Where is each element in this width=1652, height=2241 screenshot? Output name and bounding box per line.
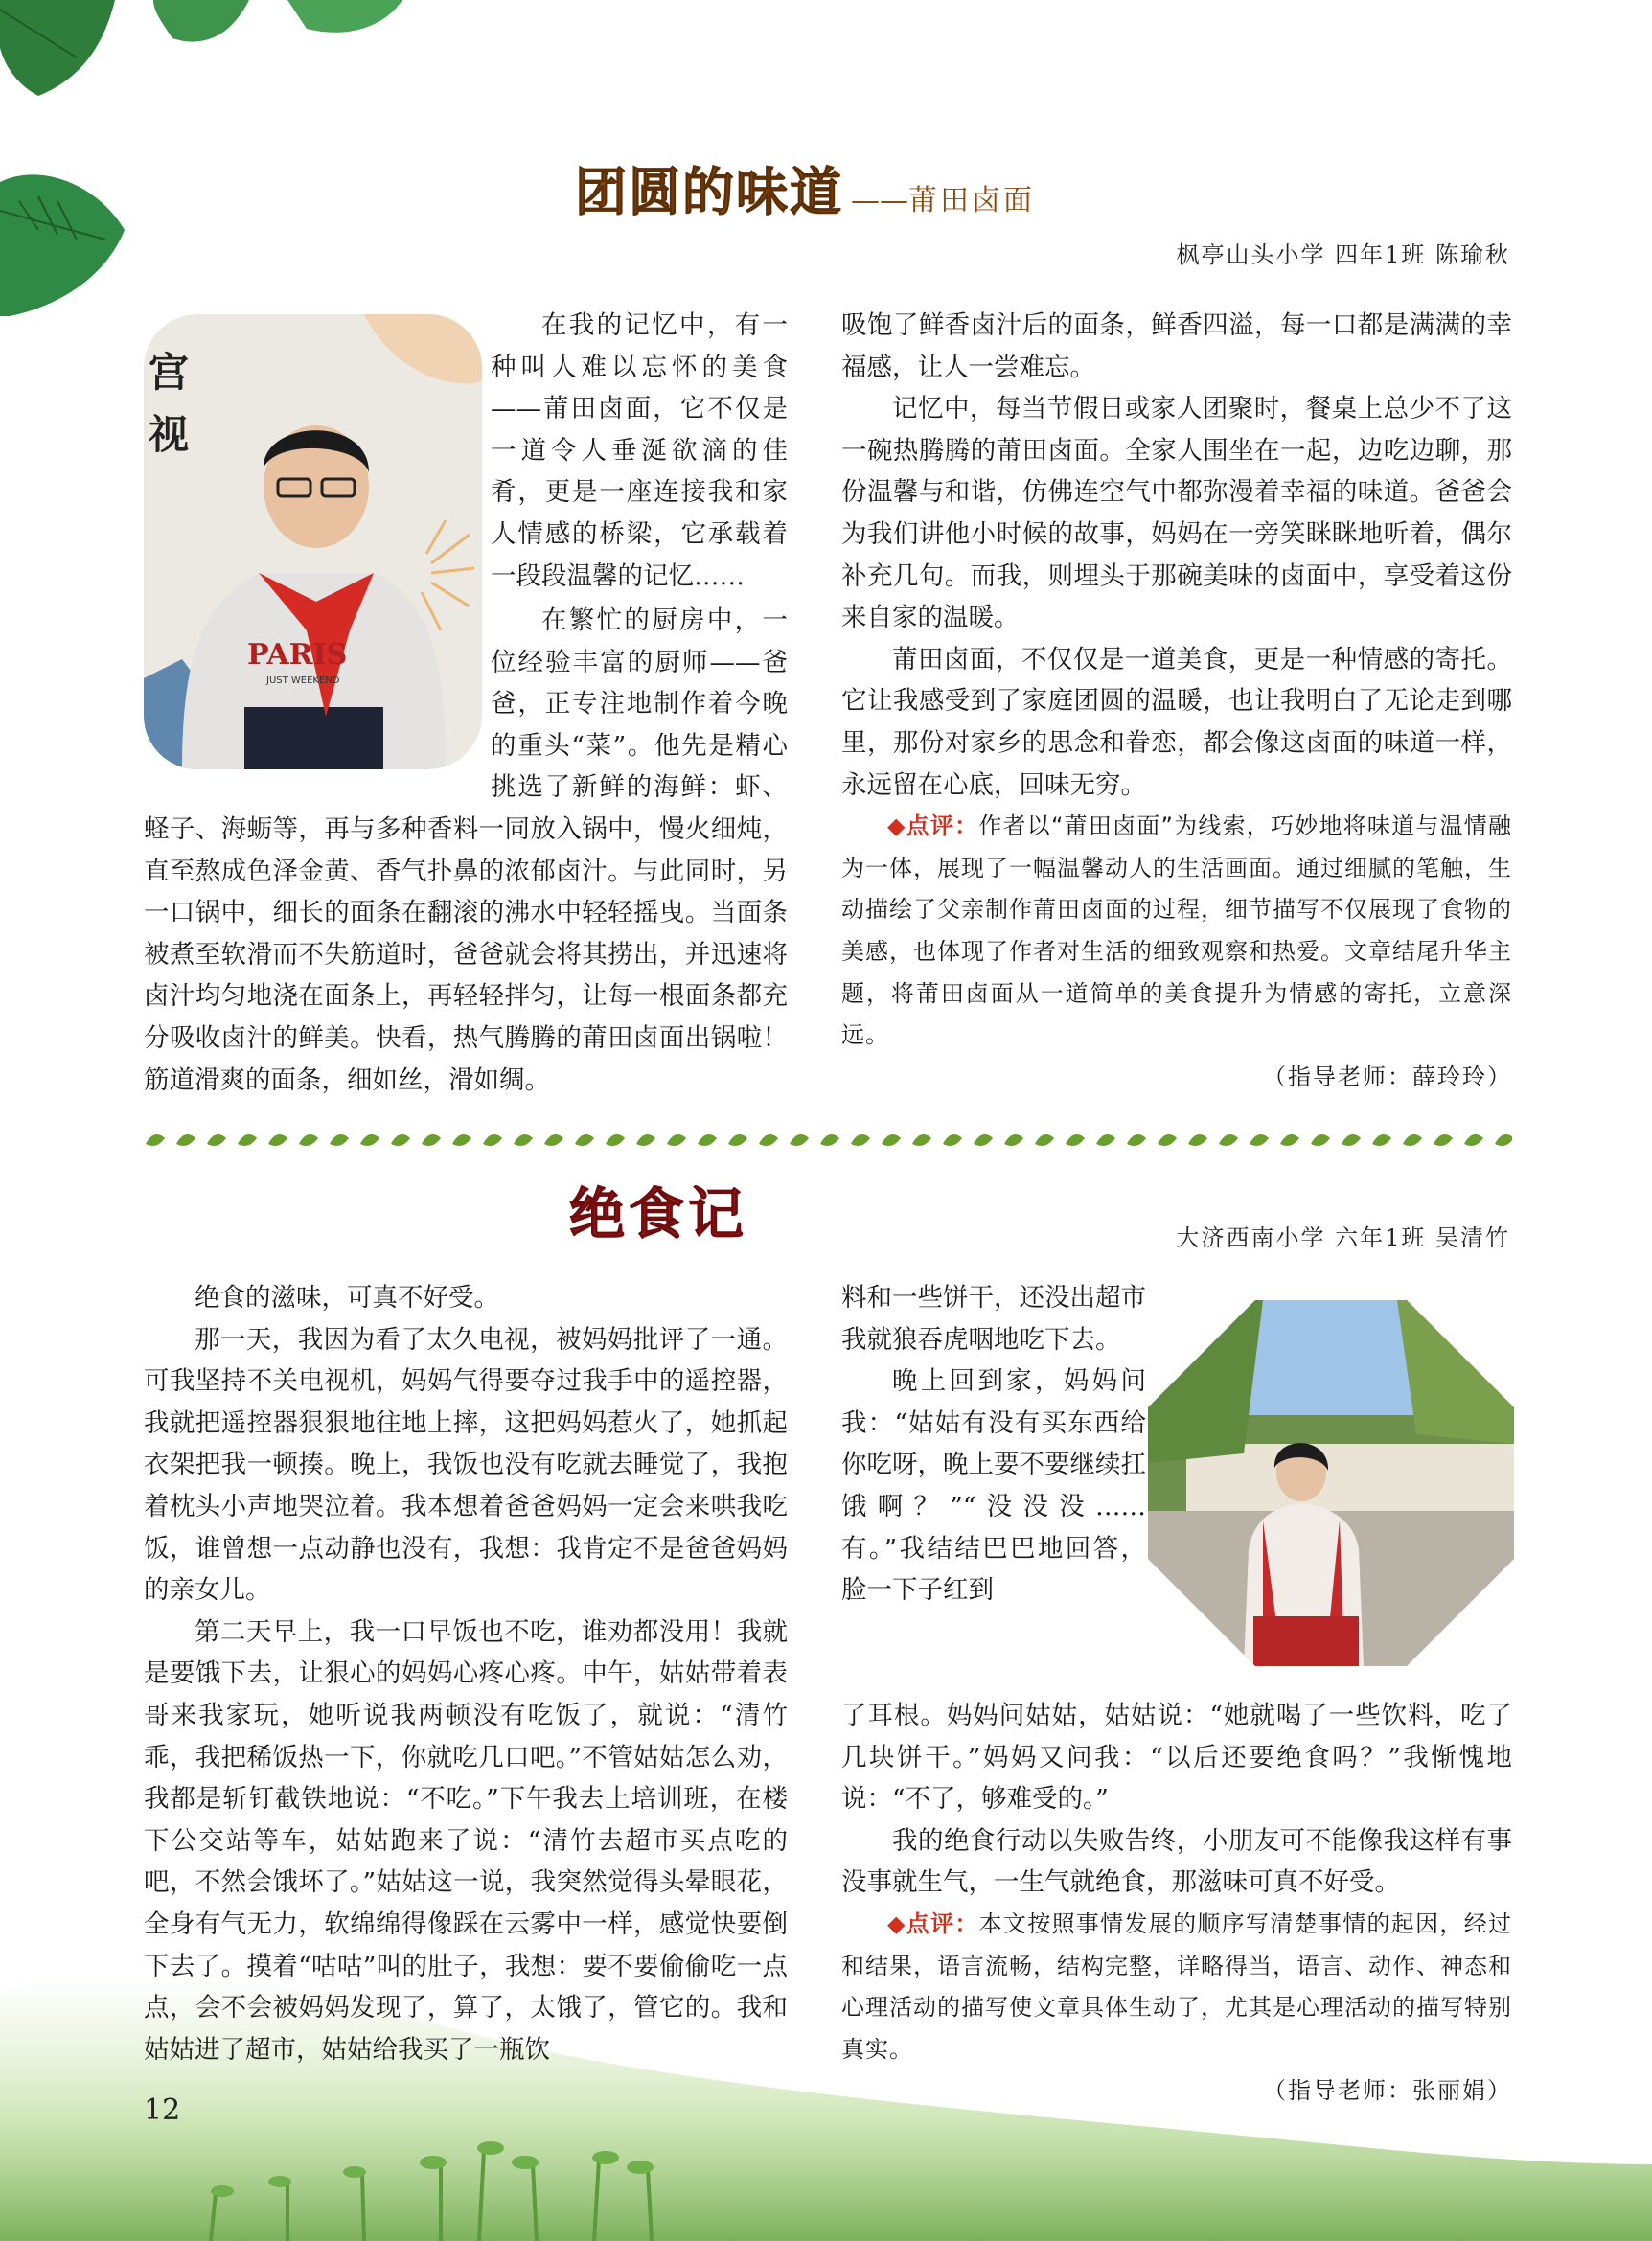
divider-leaf [1464,1134,1483,1146]
article1-teacher: （指导老师：薛玲玲） [1263,1063,1512,1090]
divider-leaf [1127,1134,1146,1146]
divider-leaf [912,1134,931,1146]
divider-leaf [1434,1134,1453,1146]
divider-leaf [299,1134,318,1146]
article2-paragraph-2: 那一天，我因为看了太久电视，被妈妈批评了一通。可我坚持不关电视机，妈妈气得要夺过我手中的遥控器，我就把遥控器狠狠地往地上摔，这把妈妈惹火了，她抓起衣架把我一顿揍。晚上，我饭也没有吃就去睡觉了，我抱着枕头小声地哭泣着。我本想着爸爸妈妈一定会来哄我吃饭，谁曾想一点动静也没有，我想：我肯定不是爸爸妈妈的亲女儿。 [144,1324,788,1606]
article2-comment [841,1904,1512,2070]
divider-leaf [483,1134,502,1146]
article2-paragraph-5: 晚上回到家，妈妈问我：“姑姑有没有买东西给你吃呀，晚上要不要继续扛饿啊？”“没没没……有。”我结结巴巴地回答，脸一下子红到 [841,1366,1146,1606]
comment-label: ◆点评： [887,812,979,840]
article1-paragraph-3: 吸饱了鲜香卤汁后的面条，鲜香四溢，每一口都是满满的幸福感，让人一尝难忘。 [841,310,1512,382]
divider-leaf [820,1134,839,1146]
divider-leaf [268,1134,287,1146]
article2-left-column [144,1277,788,2070]
article1-title-sub: 莆田卤面 [908,184,1035,217]
article1-title [575,151,1035,228]
divider-leaf [759,1134,778,1146]
divider-leaf [1066,1134,1085,1146]
article2-paragraph-4: 料和一些饼干，还没出超市我就狼吞虎咽地吃下去。 [841,1283,1146,1355]
divider-leaf [1035,1134,1054,1146]
divider-leaf [1280,1134,1299,1146]
article2-right-column-top [841,1277,1146,1612]
article1-paragraph-1: 在我的记忆中，有一种叫人难以忘怀的美食——莆田卤面，它不仅是一道令人垂涎欲滴的佳肴，更是一座连接我和家人情感的桥梁，它承载着一段段温馨的记忆…… [491,310,788,591]
article1-paragraph-4: 记忆中，每当节假日或家人团聚时，餐桌上总少不了这一碗热腾腾的莆田卤面。全家人围坐在一起，边吃边聊，那份温馨与和谐，仿佛连空气中都弥漫着幸福的味道。爸爸会为我们讲他小时候的故事，妈妈在一旁笑眯眯地听着，偶尔补充几句。而我，则埋头于那碗美味的卤面中，享受着这份来自家的温暖。 [841,394,1512,633]
article2-paragraph-3: 第二天早上，我一口早饭也不吃，谁劝都没用！我就是要饿下去，让狠心的妈妈心疼心疼。中午，姑姑带着表哥来我家玩，她听说我两顿没有吃饭了，就说：“清竹乖，我把稀饭热一下，你就吃几口吧。”不管姑姑怎么劝，我都是斩钉截铁地说：“不吃。”下午我去上培训班，在楼下公交站等车，姑姑跑来了说：“清竹去超市买点吃的吧，不然会饿坏了。”姑姑这一说，我突然觉得头晕眼花，全身有气无力，软绵绵得像踩在云雾中一样，感觉快要倒下去了。摸着“咕咕”叫的肚子，我想：要不要偷偷吃一点点，会不会被妈妈发现了，算了，太饿了，管它的。我和姑姑进了超市，姑姑给我买了一瓶饮 [144,1616,788,2065]
divider-leaf [1219,1134,1238,1146]
article1-byline: 枫亭山头小学 四年1班 陈瑜秋 [1176,241,1510,268]
article1-paragraph-2: 在繁忙的厨房中，一位经验丰富的厨师——爸爸，正专注地制作着今晚的重头“菜”。他先是精心挑选了新鲜的海鲜：虾、蛏子、海蛎等，再与多种香料一同放入锅中，慢火细炖，直至熬成色泽金黄、香气扑鼻的浓郁卤汁。与此同时，另一口锅中，细长的面条在翻滚的沸水中轻轻摇曳。当面条被煮至软滑而不失筋道时，爸爸就会将其捞出，并迅速将卤汁均匀地浇在面条上，再轻轻拌匀，让每一根面条都充分吸收卤汁的鲜美。快看，热气腾腾的莆田卤面出锅啦！筋道滑爽的面条，细如丝，滑如绸。 [144,606,788,1095]
divider-leaf [452,1134,471,1146]
divider-leaf [360,1134,379,1146]
divider-leaf [514,1134,533,1146]
divider-leaf [1004,1134,1023,1146]
divider-leaf [1188,1134,1207,1146]
divider-leaf [728,1134,747,1146]
comment-text: 作者以“莆田卤面”为线索，巧妙地将味道与温情融为一体，展现了一幅温馨动人的生活画面。通过细腻的笔触，生动描绘了父亲制作莆田卤面的过程，细节描写不仅展现了食物的美感，也体现了作者对生活的细致观察和热爱。文章结尾升华主题，将莆田卤面从一道简单的美食提升为情感的寄托，立意深远。 [841,812,1512,1049]
divider-leaf [974,1134,993,1146]
divider-leaf [790,1134,809,1146]
section-divider [142,1131,1512,1150]
comment-text: 本文按照事情发展的顺序写清楚事情的起因，经过和结果，语言流畅，结构完整，详略得当，语言、动作、神态和心理活动的描写使文章具体生动了，尤其是心理活动的描写特别真实。 [841,1909,1512,2063]
article2-title: 绝食记 [569,1181,748,1246]
page-number: 12 [144,2093,181,2127]
divider-leaf [698,1134,717,1146]
divider-leaf [422,1134,441,1146]
divider-leaf [238,1134,257,1146]
svg-text:宫: 宫 [149,349,190,396]
divider-leaf [1403,1134,1422,1146]
article2-paragraph-1: 绝食的滋味，可真不好受。 [195,1283,499,1313]
divider-leaf [1250,1134,1269,1146]
divider-leaf [1495,1134,1512,1146]
divider-leaf [391,1134,410,1146]
svg-text:视: 视 [149,411,190,458]
divider-leaf [1158,1134,1177,1146]
divider-leaf [943,1134,962,1146]
article2-byline: 大济西南小学 六年1班 吴清竹 [1176,1224,1510,1251]
divider-leaf [851,1134,870,1146]
article1-right-column [841,305,1512,1098]
article1-left-column-top [491,305,788,597]
divider-leaf [667,1134,686,1146]
article1-title-main: 团圆的味道 [575,162,843,222]
article1-paragraph-5: 莆田卤面，不仅仅是一道美食，更是一种情感的寄托。它让我感受到了家庭团圆的温暖，也让我明白了无论走到哪里，那份对家乡的思念和眷恋，都会像这卤面的味道一样，永远留在心底，回味无穷。 [841,644,1512,800]
divider-leaf [544,1134,563,1146]
divider-leaf [146,1134,165,1146]
decorative-leaves [0,0,422,316]
divider-leaf [1342,1134,1361,1146]
divider-leaf [882,1134,901,1146]
divider-leaf [207,1134,226,1146]
divider-leaf [176,1134,195,1146]
article2-paragraph-6: 了耳根。妈妈问姑姑，姑姑说：“她就喝了一些饮料，吃了几块饼干。”妈妈又问我：“以后还要绝食吗？”我惭愧地说：“不了，够难受的。” [841,1701,1512,1815]
shirt-text: PARIS [247,638,348,672]
divider-leaf [606,1134,625,1146]
divider-leaf [1372,1134,1391,1146]
divider-leaf [330,1134,349,1146]
article2-teacher: （指导老师：张丽娟） [1263,2077,1512,2105]
divider-leaf [575,1134,594,1146]
comment-label: ◆点评： [887,1909,979,1937]
article1-title-dash: —— [851,184,908,217]
article2-right-column-bottom [841,1695,1512,2113]
photo-spacer [144,600,491,788]
article1-comment [841,806,1512,1057]
article1-left-column-bottom [144,600,788,1101]
article2-paragraph-7: 我的绝食行动以失败告终，小朋友可不能像我这样有事没事就生气，一生气就绝食，那滋味可真不好受。 [841,1825,1512,1898]
article2-photo [1148,1300,1514,1666]
divider-leaf [636,1134,655,1146]
shirt-subtext: JUST WEEKEND [266,675,340,686]
divider-leaf [1096,1134,1115,1146]
divider-leaf [1311,1134,1330,1146]
